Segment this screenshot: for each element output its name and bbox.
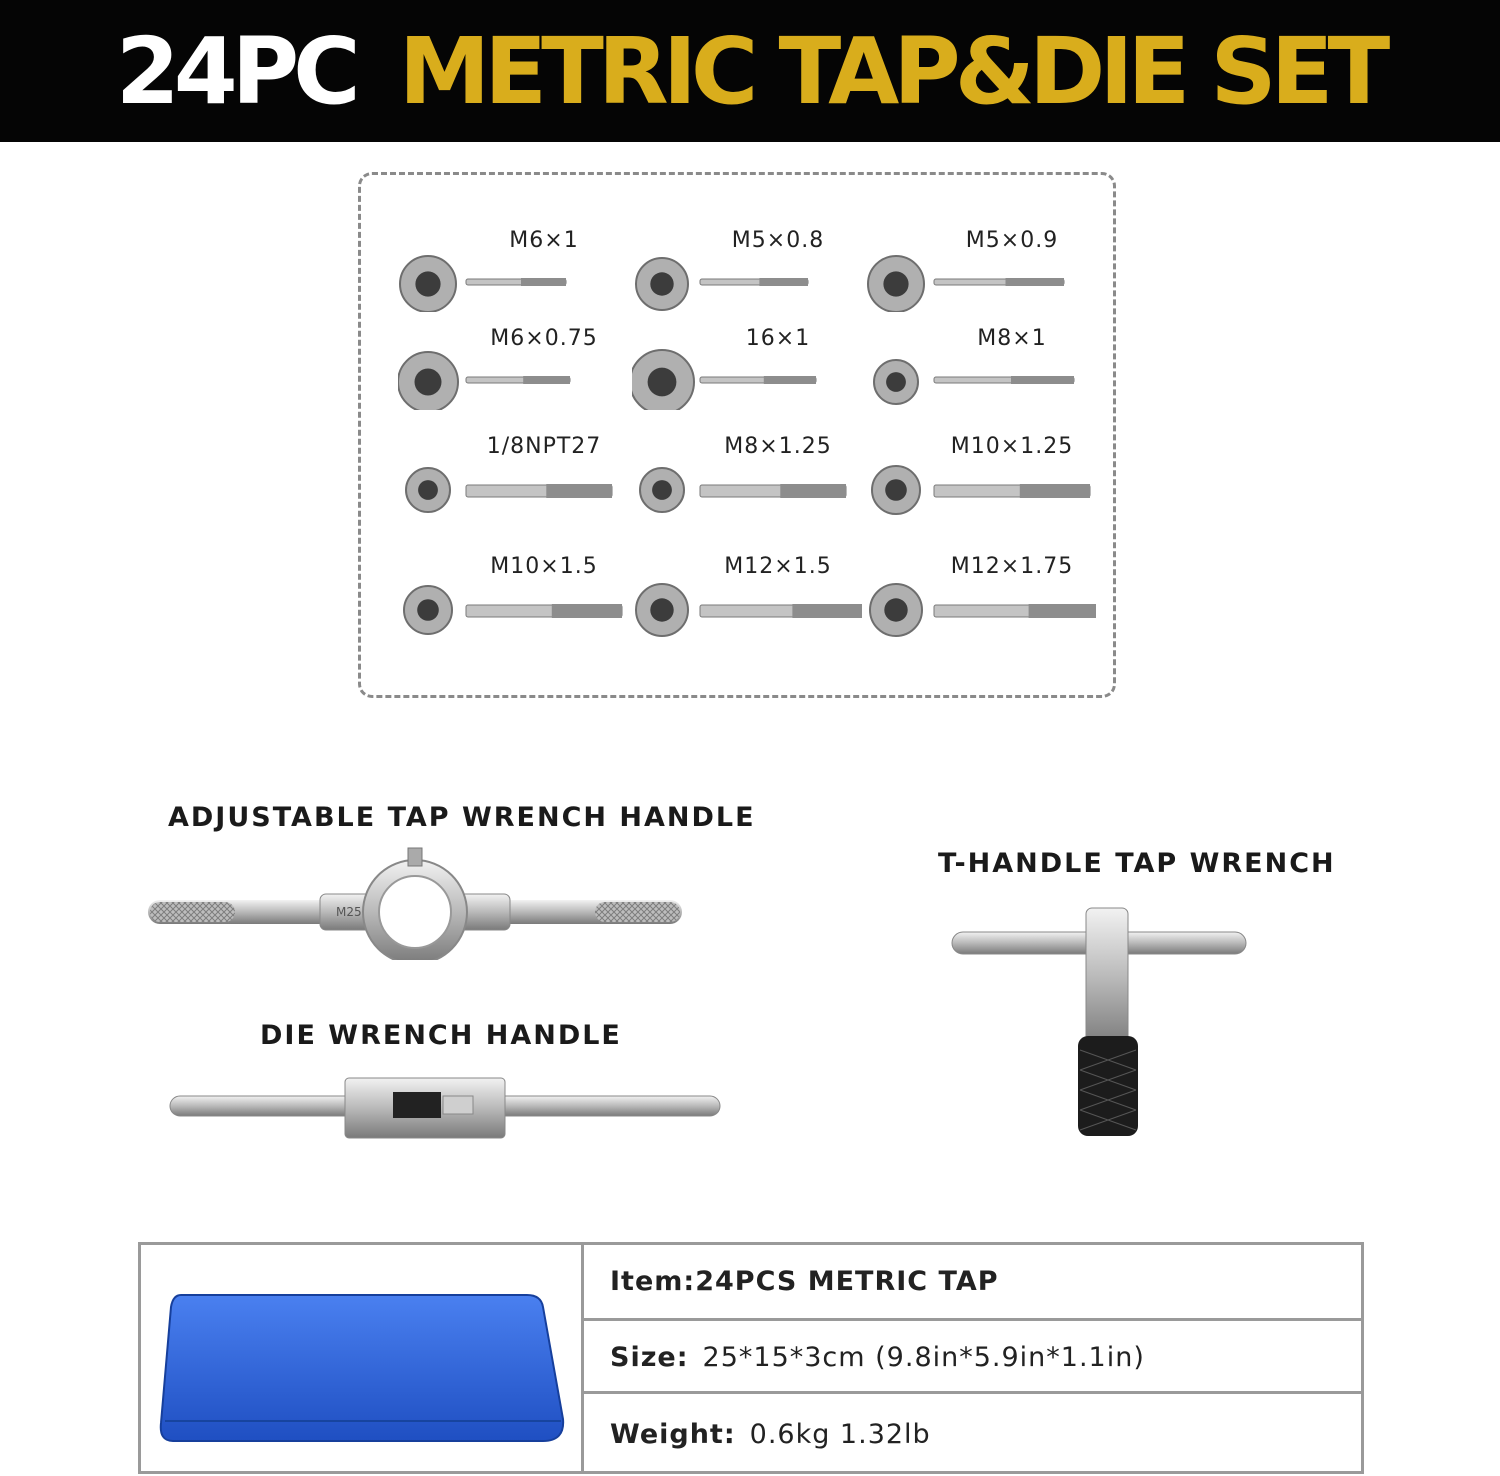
- title-banner: [0, 0, 1500, 142]
- tap-die-pair: [398, 434, 628, 514]
- size-label: M10×1.5: [490, 554, 598, 579]
- size-label: M8×1.25: [724, 434, 832, 459]
- die-hole: [883, 271, 908, 296]
- die-hole: [650, 598, 673, 621]
- tap-die-icon: [398, 344, 628, 410]
- banner-count: 24PC: [115, 17, 355, 125]
- adjustable-wrench-label: ADJUSTABLE TAP WRENCH HANDLE: [168, 802, 756, 833]
- tap-thread: [780, 484, 846, 498]
- tap-thread: [792, 604, 862, 618]
- blue-case-image: [159, 1291, 567, 1447]
- tap-thread: [521, 278, 566, 286]
- t-handle-image: [950, 900, 1250, 1140]
- tap-die-pair: [632, 434, 862, 514]
- tap-die-icon: [866, 452, 1096, 518]
- tap-die-pair: [398, 554, 628, 634]
- banner-heading: METRIC TAP&DIE SET: [398, 17, 1385, 125]
- tap-die-icon: [632, 572, 862, 638]
- size-value: 25*15*3cm (9.8in*5.9in*1.1in): [702, 1342, 1145, 1373]
- size-label: M8×1: [977, 326, 1047, 351]
- spec-weight-row: [584, 1397, 1361, 1471]
- tap-thread: [552, 604, 622, 618]
- size-label: M5×0.8: [731, 228, 825, 253]
- size-label: 1/8NPT27: [486, 434, 602, 459]
- tap-die-icon: [398, 246, 628, 312]
- tap-die-icon: [398, 452, 628, 518]
- banner-title: [0, 0, 1500, 142]
- spec-size-row: [584, 1324, 1361, 1394]
- tap-die-pair: [398, 326, 628, 406]
- size-label: M6×0.75: [490, 326, 598, 351]
- tap-thread: [1029, 604, 1096, 618]
- tap-die-icon: [398, 572, 628, 638]
- die-hole: [886, 372, 906, 392]
- tap-die-icon: [866, 572, 1096, 638]
- tap-thread: [764, 376, 816, 384]
- tap-die-icon: [632, 246, 862, 312]
- item-value: 24PCS METRIC TAP: [695, 1266, 999, 1297]
- tap-thread: [1006, 278, 1065, 286]
- die-hole: [648, 368, 677, 397]
- die-hole: [415, 271, 440, 296]
- size-label: Size:: [610, 1342, 689, 1373]
- weight-label: Weight:: [610, 1418, 736, 1450]
- die-wrench-label: DIE WRENCH HANDLE: [260, 1020, 622, 1051]
- die-hole: [884, 598, 907, 621]
- tap-die-pair: [866, 554, 1096, 634]
- die-hole: [415, 369, 442, 396]
- tap-die-icon: [866, 344, 1096, 410]
- die-hole: [418, 480, 438, 500]
- size-label: M10×1.25: [950, 434, 1074, 459]
- tap-die-pair: [398, 228, 628, 308]
- die-hole: [885, 479, 907, 501]
- item-label: Item:: [610, 1266, 696, 1297]
- die-hole: [652, 480, 672, 500]
- die-hole: [417, 599, 439, 621]
- tap-die-pair: [632, 554, 862, 634]
- size-label: M12×1.75: [950, 554, 1074, 579]
- tap-thread: [1011, 376, 1074, 384]
- tap-thread: [1020, 484, 1090, 498]
- tap-die-icon: [632, 344, 862, 410]
- case-image-cell: [141, 1245, 584, 1471]
- die-wrench-image: [165, 1070, 725, 1150]
- size-label: 16×1: [745, 326, 811, 351]
- tap-thread: [546, 484, 612, 498]
- tap-thread: [759, 278, 808, 286]
- tap-die-pair: [632, 326, 862, 406]
- size-label: M6×1: [509, 228, 579, 253]
- tap-thread: [523, 376, 570, 384]
- size-label: M5×0.9: [965, 228, 1059, 253]
- tap-die-pair: [866, 228, 1096, 308]
- spec-item-row: [584, 1245, 1361, 1321]
- tap-die-icon: [866, 246, 1096, 312]
- tap-die-icon: [632, 452, 862, 518]
- adjustable-wrench-image: [140, 840, 690, 960]
- size-label: M12×1.5: [724, 554, 832, 579]
- die-hole: [650, 272, 673, 295]
- tap-die-pair: [866, 434, 1096, 514]
- spec-table: [138, 1242, 1364, 1474]
- t-handle-label: T-HANDLE TAP WRENCH: [938, 848, 1336, 879]
- weight-value: 0.6kg 1.32lb: [749, 1418, 931, 1450]
- tap-die-pair: [866, 326, 1096, 406]
- tap-die-pair: [632, 228, 862, 308]
- m25-mark: M25: [336, 905, 362, 919]
